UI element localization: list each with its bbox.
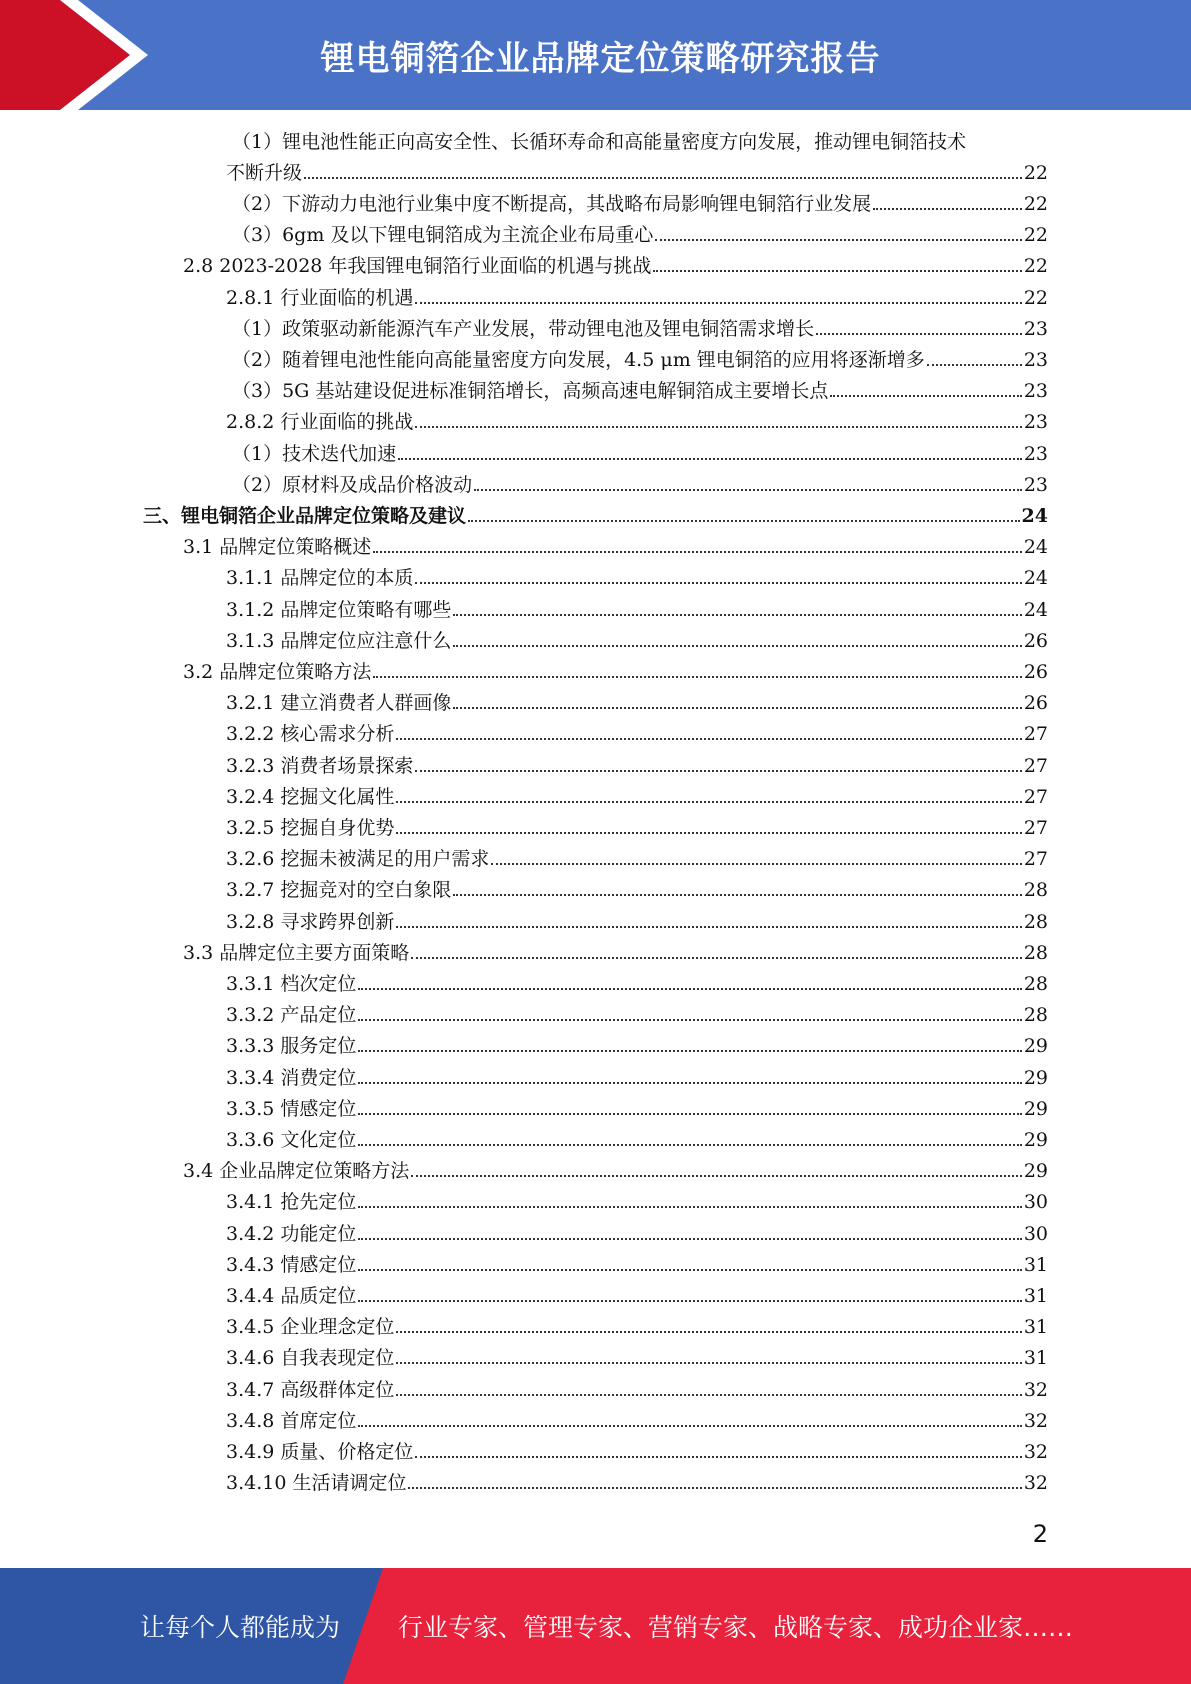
leader-dots — [927, 364, 1022, 366]
toc-entry[interactable] — [232, 348, 1048, 372]
leader-dots — [358, 1019, 1021, 1021]
toc-page-number: 24 — [1023, 567, 1048, 590]
toc-entry-label: 3.2.7 挖掘竞对的空白象限 — [226, 879, 452, 902]
toc-entry[interactable] — [232, 317, 1048, 341]
toc-entry-label: （1）技术迭代加速 — [232, 442, 397, 465]
toc-page-number: 27 — [1023, 723, 1048, 746]
toc-entry[interactable] — [183, 1159, 1048, 1183]
toc-page-number: 23 — [1023, 317, 1048, 340]
leader-dots — [358, 1238, 1021, 1240]
leader-dots — [830, 395, 1021, 397]
leader-dots — [415, 582, 1021, 584]
toc-page-number: 30 — [1023, 1191, 1048, 1214]
toc-page-number: 28 — [1023, 973, 1048, 995]
leader-dots — [358, 1206, 1021, 1208]
leader-dots — [373, 551, 1022, 553]
toc-page-number: 23 — [1023, 380, 1048, 403]
leader-dots — [358, 1050, 1021, 1052]
toc-entry[interactable] — [226, 1440, 1048, 1464]
toc-entry[interactable] — [226, 754, 1048, 778]
toc-page-number: 26 — [1023, 692, 1048, 715]
page-header — [0, 0, 1191, 110]
toc-entry[interactable] — [226, 1097, 1048, 1121]
leader-dots — [415, 426, 1021, 428]
toc-entry[interactable] — [226, 691, 1048, 715]
leader-dots — [415, 1456, 1021, 1458]
toc-page-number: 28 — [1023, 1004, 1048, 1027]
toc-entry-label: 3.2.4 挖掘文化属性 — [226, 785, 395, 808]
toc-entry[interactable] — [226, 410, 1048, 434]
leader-dots — [411, 1175, 1022, 1177]
toc-page-number: 28 — [1023, 941, 1048, 964]
leader-dots — [358, 988, 1021, 990]
toc-entry-label: 3.2.2 核心需求分析 — [226, 723, 395, 746]
leader-dots — [396, 1331, 1021, 1333]
toc-page-number: 23 — [1023, 349, 1048, 371]
toc-page-number: 22 — [1023, 162, 1048, 184]
leader-dots — [358, 1425, 1021, 1427]
toc-entry[interactable] — [226, 1284, 1048, 1308]
footer-slogan-left: 让每个人都能成为 — [140, 1613, 341, 1642]
toc-entry[interactable] — [226, 1003, 1048, 1027]
toc-entry[interactable] — [143, 504, 1048, 528]
toc-entry-label: （3）6gm 及以下锂电铜箔成为主流企业布局重心 — [232, 224, 654, 247]
toc-entry[interactable] — [226, 566, 1048, 590]
leader-dots — [396, 1394, 1021, 1396]
leader-dots — [358, 1082, 1021, 1084]
toc-page-number: 26 — [1023, 629, 1048, 652]
toc-page-number: 31 — [1023, 1316, 1048, 1339]
leader-dots — [396, 738, 1021, 740]
toc-entry-label: 3.1.2 品牌定位策略有哪些 — [226, 598, 452, 621]
toc-page-number: 28 — [1023, 879, 1048, 902]
toc-entry-label: （3）5G 基站建设促进标准铜箔增长，高频高速电解铜箔成主要增长点 — [232, 380, 829, 403]
toc-entry[interactable] — [226, 785, 1048, 809]
toc-entry-label: 3.4 企业品牌定位策略方法 — [183, 1160, 410, 1183]
toc-page-number: 32 — [1023, 1409, 1048, 1432]
header-red-chevron — [0, 0, 160, 110]
toc-entry[interactable] — [226, 1471, 1048, 1495]
page-footer — [0, 1568, 1191, 1684]
toc-entry[interactable] — [226, 1346, 1048, 1370]
toc-entry[interactable] — [232, 473, 1048, 497]
toc-page-number: 27 — [1023, 817, 1048, 839]
toc-entry[interactable] — [226, 816, 1048, 840]
toc-page-number: 29 — [1023, 1129, 1048, 1151]
toc-entry[interactable] — [183, 535, 1048, 559]
toc-page-number: 24 — [1023, 598, 1048, 621]
toc-entry[interactable] — [226, 1222, 1048, 1246]
footer-slogan-right: 行业专家、管理专家、营销专家、战略专家、成功企业家…… — [398, 1613, 1074, 1642]
toc-entry[interactable] — [183, 254, 1048, 278]
leader-dots — [358, 1113, 1021, 1115]
leader-dots — [396, 1362, 1021, 1364]
leader-dots — [358, 1300, 1021, 1302]
toc-page-number: 32 — [1023, 1441, 1048, 1463]
toc-page-number: 28 — [1023, 910, 1048, 933]
toc-page-number: 23 — [1023, 411, 1048, 434]
toc-entry[interactable] — [226, 1315, 1048, 1339]
toc-entry-label: 3.2.3 消费者场景探索 — [226, 754, 414, 777]
toc-entry[interactable] — [232, 192, 1048, 216]
toc-entry[interactable] — [226, 1190, 1048, 1214]
toc-entry[interactable] — [226, 1128, 1048, 1152]
toc-entry-label: 3.3.1 档次定位 — [226, 973, 357, 995]
toc-entry[interactable] — [226, 286, 1048, 310]
leader-dots — [816, 333, 1022, 335]
toc-entry-label: 3.3 品牌定位主要方面策略 — [183, 941, 410, 964]
toc-entry[interactable] — [226, 161, 1048, 185]
leader-dots — [468, 520, 1020, 522]
leader-dots — [653, 270, 1021, 272]
toc-page-number: 31 — [1023, 1347, 1048, 1370]
leader-dots — [415, 302, 1021, 304]
leader-dots — [491, 863, 1021, 865]
toc-entry-label: 3.4.4 品质定位 — [226, 1285, 357, 1307]
toc-entry[interactable] — [226, 629, 1048, 653]
toc-entry[interactable] — [183, 941, 1048, 965]
leader-dots — [453, 645, 1021, 647]
toc-entry-label: 3.4.9 质量、价格定位 — [226, 1441, 414, 1463]
toc-entry-label: 3.2.1 建立消费者人群画像 — [226, 692, 452, 715]
toc-entry[interactable] — [226, 1409, 1048, 1433]
toc-entry[interactable] — [226, 878, 1048, 902]
toc-entry-label: 3.4.5 企业理念定位 — [226, 1316, 395, 1339]
toc-entry[interactable] — [226, 722, 1048, 746]
toc-entry-label: 3.3.3 服务定位 — [226, 1035, 357, 1058]
toc-page-number: 24 — [1023, 536, 1048, 559]
toc-entry[interactable] — [232, 442, 1048, 466]
toc-entry-label: 3.4.7 高级群体定位 — [226, 1378, 395, 1401]
leader-dots — [398, 458, 1022, 460]
toc-entry-label: 三、锂电铜箔企业品牌定位策略及建议 — [143, 505, 467, 527]
toc-page-number: 26 — [1023, 661, 1048, 683]
leader-dots — [873, 208, 1022, 210]
toc-entry[interactable] — [183, 660, 1048, 684]
toc-entry-label: 2.8 2023-2028 年我国锂电铜箔行业面临的机遇与挑战 — [183, 255, 652, 278]
toc-entry-label: 不断升级 — [226, 162, 303, 184]
toc-entry-label: （2）随着锂电池性能向高能量密度方向发展，4.5 μm 锂电铜箔的应用将逐渐增多 — [232, 349, 925, 371]
leader-dots — [411, 957, 1022, 959]
toc-page-number: 31 — [1023, 1285, 1048, 1307]
toc-page-number: 22 — [1023, 193, 1048, 215]
toc-entry-label: 3.3.6 文化定位 — [226, 1129, 357, 1151]
leader-dots — [358, 1144, 1021, 1146]
toc-entry-label: 3.4.3 情感定位 — [226, 1253, 357, 1276]
toc-page-number: 22 — [1023, 224, 1048, 247]
toc-entry-label: （2）下游动力电池行业集中度不断提高，其战略布局影响锂电铜箔行业发展 — [232, 193, 872, 215]
toc-page-number: 31 — [1023, 1253, 1048, 1276]
toc-entry[interactable] — [226, 972, 1048, 996]
toc-entry[interactable] — [226, 598, 1048, 622]
toc-entry-label: 3.2.5 挖掘自身优势 — [226, 817, 395, 839]
toc-entry-label: 3.3.4 消费定位 — [226, 1066, 357, 1089]
toc-entry-label: 3.3.5 情感定位 — [226, 1097, 357, 1120]
toc-entry[interactable] — [232, 223, 1048, 247]
toc-page-number: 29 — [1023, 1035, 1048, 1058]
toc-page-number: 29 — [1023, 1097, 1048, 1120]
toc-page-number: 30 — [1023, 1222, 1048, 1245]
toc-entry-label: 3.4.1 抢先定位 — [226, 1191, 357, 1214]
page-number: 2 — [1032, 1520, 1048, 1548]
toc-entry[interactable] — [226, 847, 1048, 871]
toc-entry-label: 3.1 品牌定位策略概述 — [183, 536, 372, 559]
leader-dots — [408, 1487, 1021, 1489]
toc-page-number: 22 — [1023, 286, 1048, 309]
toc-entry[interactable] — [226, 1378, 1048, 1402]
toc-entry-wrapped-line1: （1）锂电池性能正向高安全性、长循环寿命和高能量密度方向发展，推动锂电铜箔技术 — [232, 131, 967, 153]
toc-entry[interactable] — [226, 1253, 1048, 1277]
leader-dots — [655, 239, 1021, 241]
toc-page-number: 23 — [1023, 442, 1048, 465]
toc-entry-label: 3.4.2 功能定位 — [226, 1222, 357, 1245]
toc-page-number: 23 — [1023, 473, 1048, 496]
toc-page-number: 29 — [1023, 1066, 1048, 1089]
toc-entry-label: 2.8.2 行业面临的挑战 — [226, 411, 414, 434]
leader-dots — [453, 614, 1021, 616]
toc-entry-label: 3.2 品牌定位策略方法 — [183, 661, 372, 683]
toc-entry-label: 3.3.2 产品定位 — [226, 1004, 357, 1027]
toc-page-number: 22 — [1023, 255, 1048, 278]
leader-dots — [474, 489, 1022, 491]
toc-page-number: 32 — [1023, 1378, 1048, 1401]
toc-page-number: 24 — [1021, 505, 1048, 527]
report-title: 锂电铜箔企业品牌定位策略研究报告 — [320, 38, 881, 79]
leader-dots — [396, 801, 1021, 803]
toc-entry[interactable] — [232, 379, 1048, 403]
toc-entry-label: （1）政策驱动新能源汽车产业发展，带动锂电池及锂电铜箔需求增长 — [232, 317, 815, 340]
toc-entry-label: 3.4.10 生活请调定位 — [226, 1472, 407, 1495]
leader-dots — [304, 177, 1022, 179]
toc-page-number: 29 — [1023, 1160, 1048, 1183]
toc-page-number: 27 — [1023, 848, 1048, 871]
leader-dots — [415, 770, 1021, 772]
toc-entry-label: （2）原材料及成品价格波动 — [232, 473, 473, 496]
leader-dots — [396, 926, 1021, 928]
toc-entry-label: 3.2.8 寻求跨界创新 — [226, 910, 395, 933]
toc-entry[interactable] — [226, 1066, 1048, 1090]
toc-page-number: 32 — [1023, 1472, 1048, 1495]
toc-entry-label: 3.4.8 首席定位 — [226, 1409, 357, 1432]
toc-entry-label: 3.4.6 自我表现定位 — [226, 1347, 395, 1370]
toc-entry[interactable] — [226, 1034, 1048, 1058]
toc-entry-label: 3.2.6 挖掘未被满足的用户需求 — [226, 848, 490, 871]
toc-page-number: 27 — [1023, 754, 1048, 777]
leader-dots — [453, 707, 1021, 709]
toc-entry[interactable] — [226, 910, 1048, 934]
leader-dots — [396, 832, 1021, 834]
toc-page-number: 27 — [1023, 785, 1048, 808]
leader-dots — [358, 1269, 1021, 1271]
toc-entry-label: 3.1.3 品牌定位应注意什么 — [226, 629, 452, 652]
leader-dots — [373, 676, 1022, 678]
toc-entry-label: 3.1.1 品牌定位的本质 — [226, 567, 414, 590]
leader-dots — [453, 894, 1021, 896]
toc-entry-label: 2.8.1 行业面临的机遇 — [226, 286, 414, 309]
